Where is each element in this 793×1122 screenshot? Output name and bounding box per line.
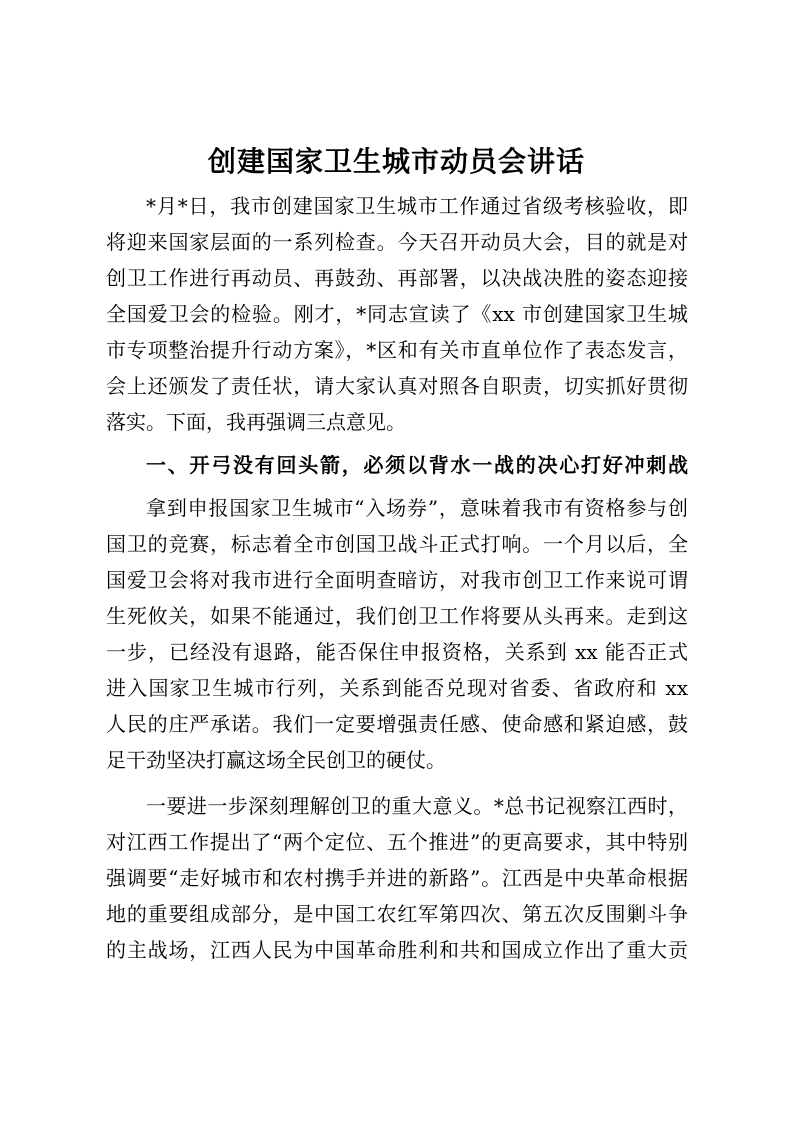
paragraph-1-line-5: 市专项整治提升行动方案》，*区和有关市直单位作了表态发言， <box>106 338 688 362</box>
paragraph-2-line-3: 国爱卫会将对我市进行全面明查暗访，对我市创卫工作来说可谓 <box>106 568 688 592</box>
paragraph-1-line-2: 将迎来国家层面的一系列检查。今天召开动员大会，目的就是对 <box>106 230 688 254</box>
paragraph-3-line-4: 地的重要组成部分，是中国工农红军第四次、第五次反围剿斗争 <box>106 902 688 926</box>
paragraph-1-line-6: 会上还颁发了责任状，请大家认真对照各自职责，切实抓好贯彻 <box>106 374 688 398</box>
paragraph-2-line-1: 拿到申报国家卫生城市“入场券”，意味着我市有资格参与创 <box>146 496 688 520</box>
document-title: 创建国家卫生城市动员会讲话 <box>207 145 585 178</box>
paragraph-1-line-3: 创卫工作进行再动员、再鼓劲、再部署，以决战决胜的姿态迎接 <box>106 266 688 290</box>
section-heading-1: 一、开弓没有回头箭，必须以背水一战的决心打好冲刺战 <box>146 453 688 477</box>
paragraph-3-line-1: 一要进一步深刻理解创卫的重大意义。*总书记视察江西时， <box>146 794 688 818</box>
paragraph-2-line-5: 一步，已经没有退路，能否保住申报资格，关系到 xx 能否正式 <box>106 640 688 664</box>
paragraph-3-line-3: 强调要“走好城市和农村携手并进的新路”。江西是中央革命根据 <box>106 866 688 890</box>
paragraph-1-line-4: 全国爱卫会的检验。刚才，*同志宣读了《xx 市创建国家卫生城 <box>106 302 688 326</box>
paragraph-3-line-2: 对江西工作提出了“两个定位、五个推进”的更高要求，其中特别 <box>106 830 688 854</box>
paragraph-2-line-2: 国卫的竞赛，标志着全市创国卫战斗正式打响。一个月以后，全 <box>106 532 688 556</box>
paragraph-2-line-8: 足干劲坚决打赢这场全民创卫的硬仗。 <box>106 748 446 772</box>
paragraph-2-line-6: 进入国家卫生城市行列，关系到能否兑现对省委、省政府和 xx <box>106 676 688 700</box>
paragraph-2-line-7: 人民的庄严承诺。我们一定要增强责任感、使命感和紧迫感，鼓 <box>106 712 688 736</box>
paragraph-3-line-5: 的主战场，江西人民为中国革命胜利和共和国成立作出了重大贡 <box>106 938 688 962</box>
paragraph-1-line-1: *月*日，我市创建国家卫生城市工作通过省级考核验收，即 <box>146 194 688 218</box>
paragraph-2-line-4: 生死攸关，如果不能通过，我们创卫工作将要从头再来。走到这 <box>106 604 688 628</box>
paragraph-1-line-7: 落实。下面，我再强调三点意见。 <box>106 410 406 434</box>
